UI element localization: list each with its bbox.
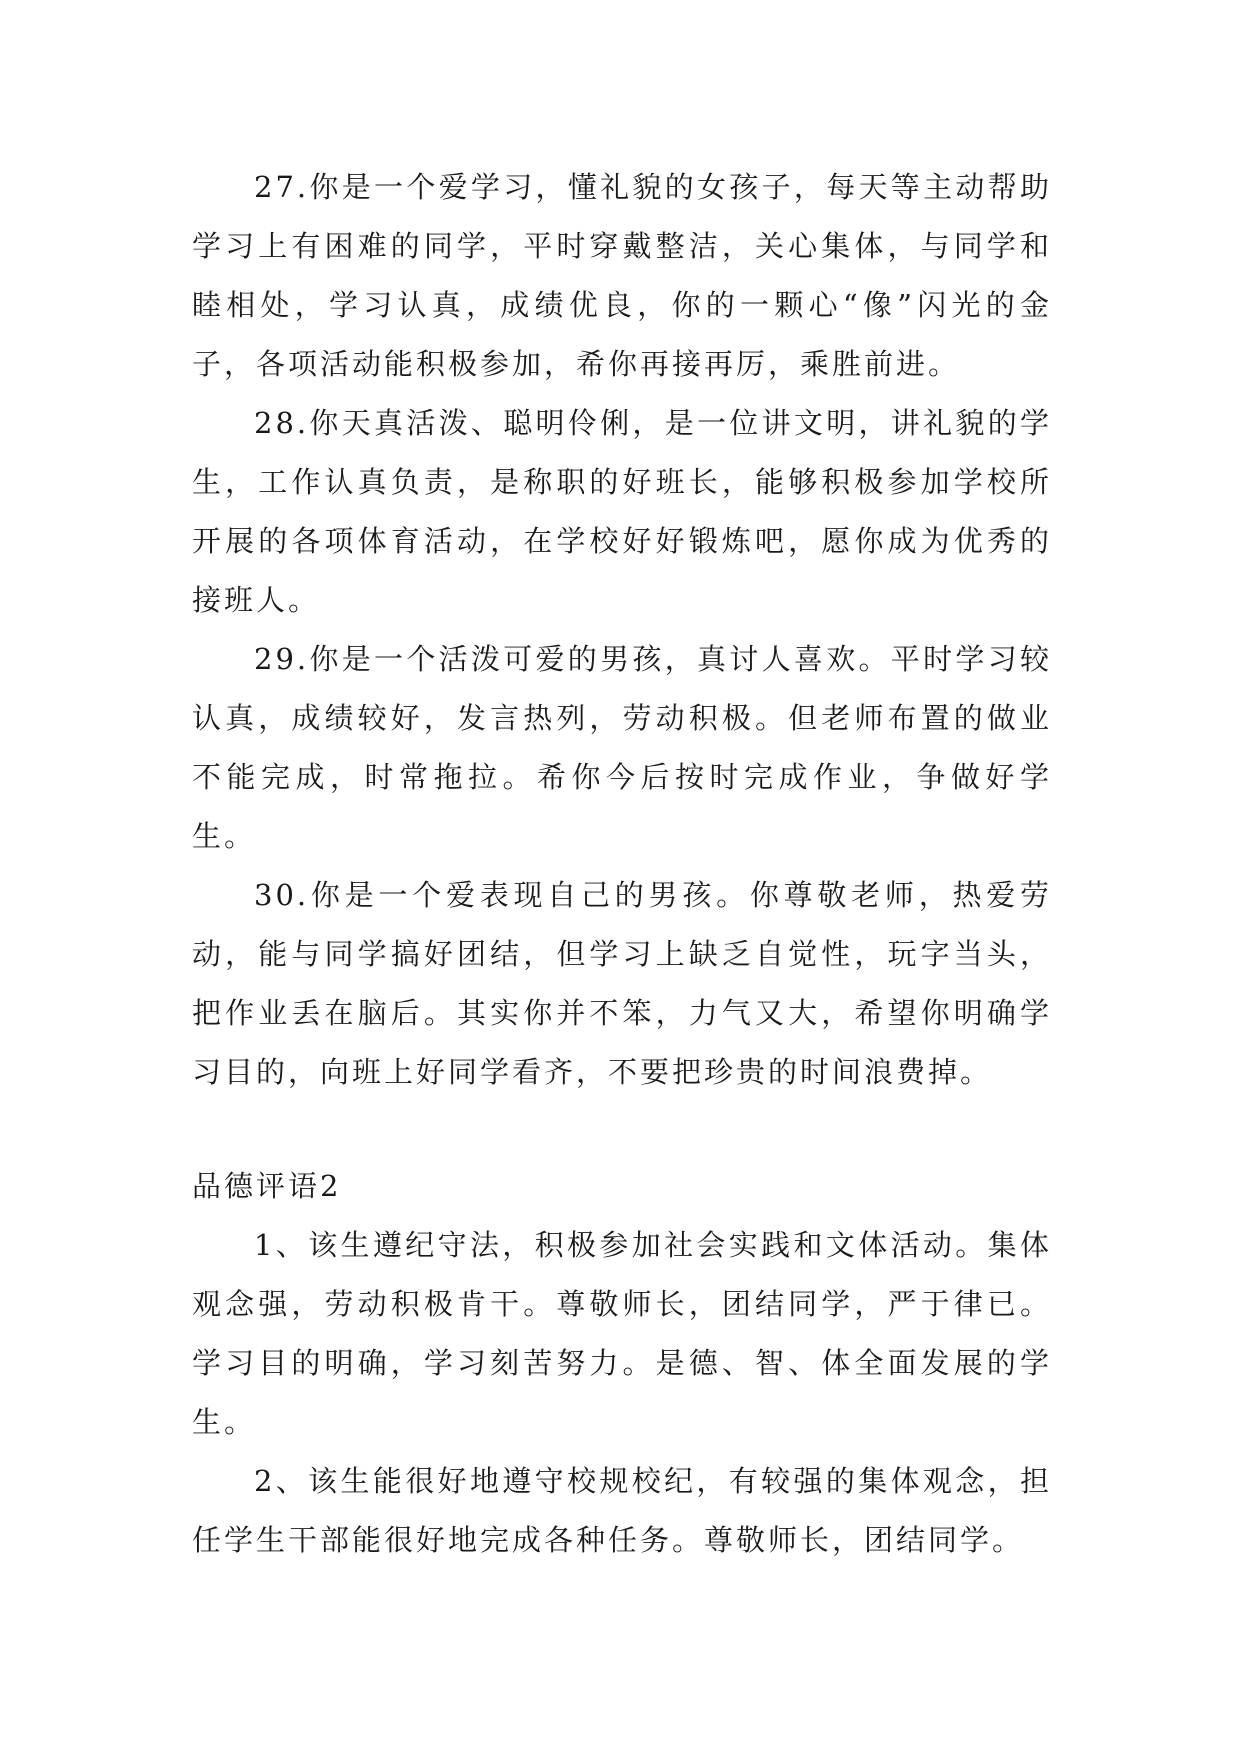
- section-spacer: [192, 1102, 1052, 1157]
- section-heading: 品德评语2: [192, 1169, 342, 1203]
- comment-paragraph-30: 30.你是一个爱表现自己的男孩。你尊敬老师，热爱劳动，能与同学搞好团结，但学习上缺乏自觉性，玩字当头，把作业丢在脑后。其实你并不笨，力气又大，希望你明确学习目的，向班上好同学看齐，不要把珍贵的时间浪费掉。: [192, 878, 1052, 1089]
- evaluation-paragraph-1: 1、该生遵纪守法，积极参加社会实践和文体活动。集体观念强，劳动积极肯干。尊敬师长，团结同学，严于律已。学习目的明确，学习刻苦努力。是德、智、体全面发展的学生。: [192, 1228, 1052, 1439]
- comment-paragraph-28: 28.你天真活泼、聪明伶俐，是一位讲文明，讲礼貌的学生，工作认真负责，是称职的好班长，能够积极参加学校所开展的各项体育活动，在学校好好锻炼吧，愿你成为优秀的接班人。: [192, 406, 1052, 617]
- comment-paragraph-29: 29.你是一个活泼可爱的男孩，真讨人喜欢。平时学习较认真，成绩较好，发言热列，劳动积极。但老师布置的做业不能完成，时常拖拉。希你今后按时完成作业，争做好学生。: [192, 642, 1052, 853]
- document-body: [192, 158, 1052, 1570]
- comment-paragraph-27: 27.你是一个爱学习，懂礼貌的女孩子，每天等主动帮助学习上有困难的同学，平时穿戴整洁，关心集体，与同学和睦相处，学习认真，成绩优良，你的一颗心“像”闪光的金子，各项活动能积极参加，希你再接再厉，乘胜前进。: [192, 170, 1052, 381]
- evaluation-paragraph-2: 2、该生能很好地遵守校规校纪，有较强的集体观念，担任学生干部能很好地完成各种任务。尊敬师长，团结同学。: [192, 1464, 1052, 1557]
